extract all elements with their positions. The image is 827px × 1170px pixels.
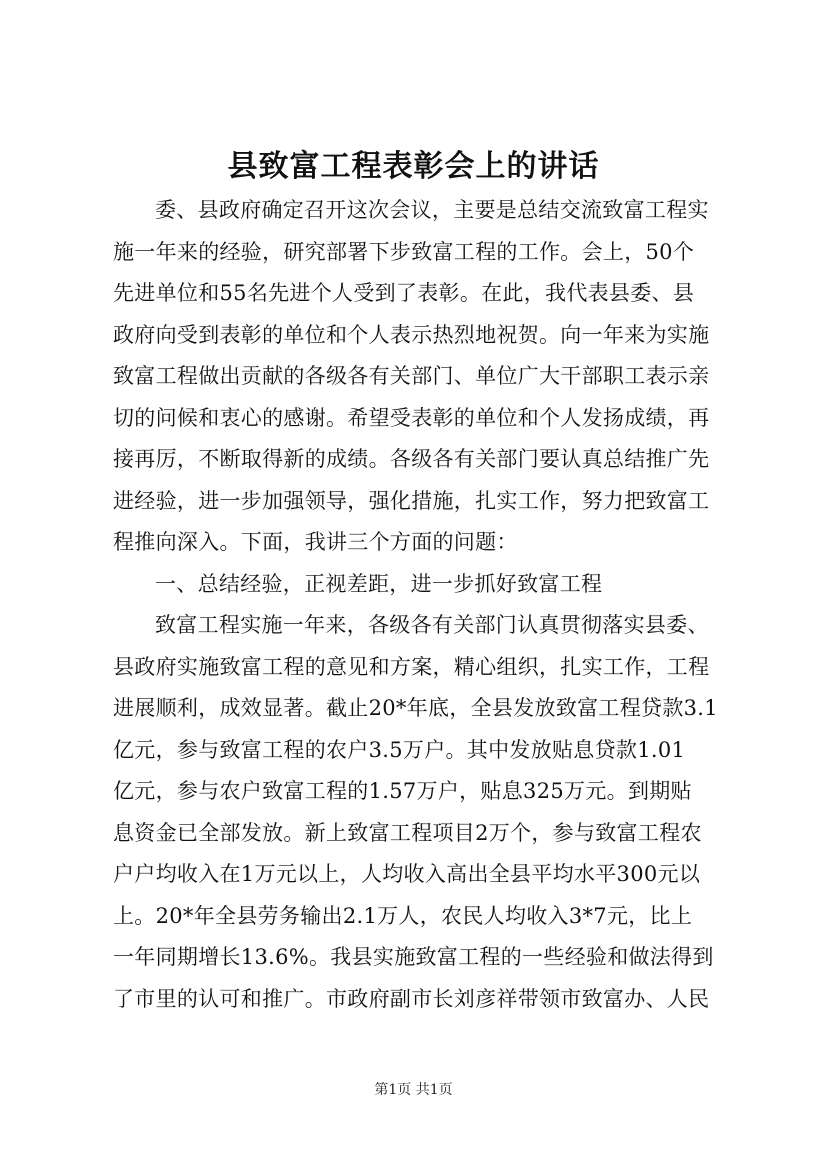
body-line: 进展顺利，成效显著。截止20*年底，全县发放致富工程贷款3.1 — [113, 696, 718, 720]
body-line: 致富工程做出贡献的各级各有关部门、单位广大干部职工表示亲 — [113, 364, 710, 388]
document-body — [113, 190, 753, 1020]
section-heading: 一、总结经验，正视差距，进一步抓好致富工程 — [155, 571, 603, 596]
document-title: 县致富工程表彰会上的讲话 — [227, 149, 600, 184]
body-line: 户户均收入在1万元以上，人均收入高出全县平均水平300元以 — [113, 862, 701, 886]
body-line: 亿元，参与农户致富工程的1.57万户，贴息325万元。到期贴 — [113, 779, 692, 803]
body-line: 上。20*年全县劳务输出2.1万人，农民人均收入3*7元，比上 — [113, 903, 693, 928]
body-line: 县政府实施致富工程的意见和方案，精心组织，扎实工作，工程 — [113, 654, 710, 679]
body-line: 致富工程实施一年来，各级各有关部门认真贯彻落实县委、 — [155, 613, 709, 637]
body-line: 息资金已全部发放。新上致富工程项目2万个，参与致富工程农 — [113, 820, 702, 845]
body-line: 了市里的认可和推广。市政府副市长刘彦祥带领市致富办、人民 — [113, 986, 710, 1011]
body-line: 一年同期增长13.6%。我县实施致富工程的一些经验和做法得到 — [113, 945, 714, 969]
body-line: 程推向深入。下面，我讲三个方面的问题： — [113, 530, 518, 554]
body-line: 先进单位和55名先进个人受到了表彰。在此，我代表县委、县 — [113, 281, 695, 305]
body-line: 切的问候和衷心的感谢。希望受表彰的单位和个人发扬成绩，再 — [113, 405, 710, 430]
body-line: 政府向受到表彰的单位和个人表示热烈地祝贺。向一年来为实施 — [113, 322, 710, 347]
body-line: 委、县政府确定召开这次会议，主要是总结交流致富工程实 — [155, 198, 709, 222]
body-line: 施一年来的经验，研究部署下步致富工程的工作。会上，50个 — [113, 239, 695, 264]
page-number-footer: 第1页 共1页 — [374, 1082, 453, 1098]
body-line: 亿元，参与致富工程的农户3.5万户。其中发放贴息贷款1.01 — [113, 737, 686, 762]
body-line: 进经验，进一步加强领导，强化措施，扎实工作，努力把致富工 — [113, 488, 710, 513]
body-line: 接再厉，不断取得新的成绩。各级各有关部门要认真总结推广先 — [113, 447, 710, 471]
